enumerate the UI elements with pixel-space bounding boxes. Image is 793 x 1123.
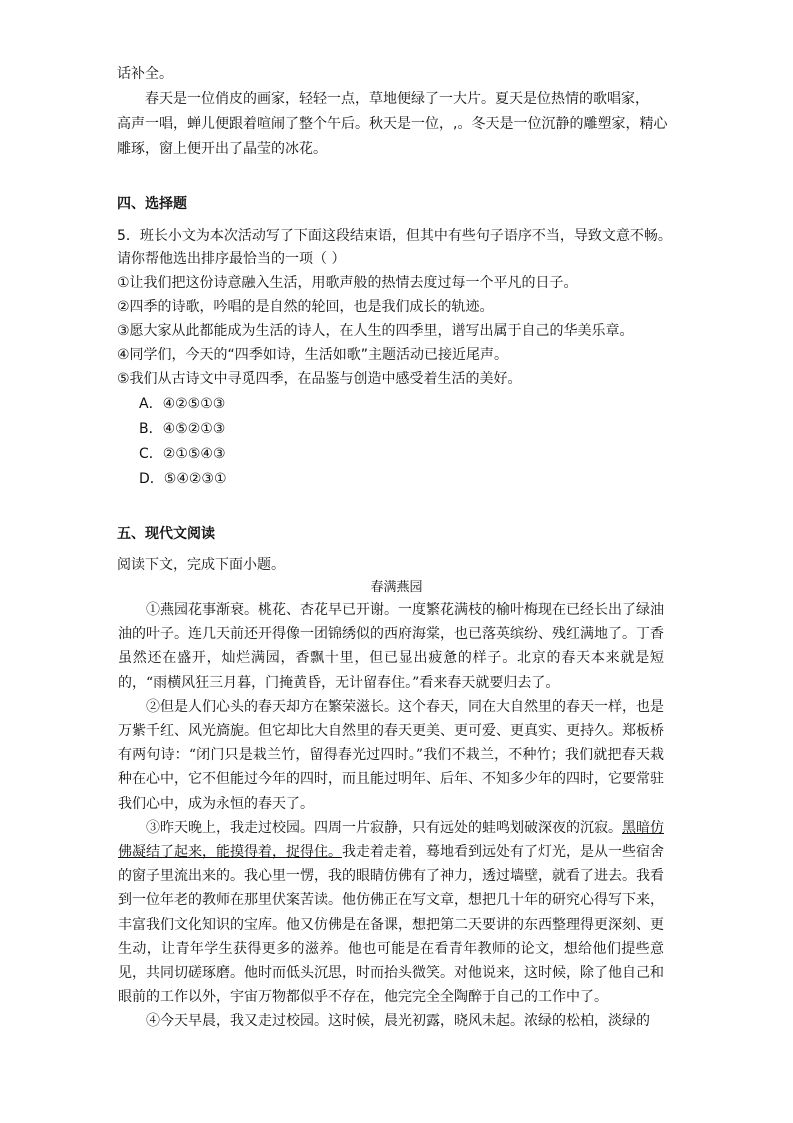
section-heading-choice: 四、选择题	[117, 196, 187, 212]
answer-option-c: C．②①⑤④③	[139, 446, 226, 462]
seasons-paragraph-line: 雕琢，窗上便开出了晶莹的冰花。	[117, 141, 327, 157]
sentence-item: ③愿大家从此都能成为生活的诗人，在人生的四季里，谱写出属于自己的华美乐章。	[117, 323, 634, 339]
seasons-paragraph-line: 春天是一位俏皮的画家，轻轻一点，草地便绿了一大片。夏天是位热情的歌唱家，	[145, 91, 649, 107]
answer-option-d: D．⑤④②③①	[139, 471, 227, 487]
paragraph-3-text-a: ③昨天晚上，我走过校园。四周一片寂静，只有远处的蛙鸣划破深夜的沉寂。	[146, 819, 622, 836]
sentence-item: ④同学们，今天的“四季如诗，生活如歌”主题活动已接近尾声。	[117, 347, 509, 363]
article-paragraph-3	[118, 816, 664, 1010]
sentence-item: ①让我们把这份诗意融入生活，用歌声般的热情去度过每一个平凡的日子。	[117, 275, 578, 291]
article-body	[118, 598, 664, 1034]
sentence-item: ②四季的诗歌，吟唱的是自然的轮回，也是我们成长的轨迹。	[117, 299, 494, 315]
question-stem-line: 5．班长小文为本次活动写了下面这段结束语，但其中有些句子语序不当，导致文意不畅。	[117, 228, 672, 244]
question-stem-line: 请你帮他选出排序最恰当的一项（ ）	[117, 251, 346, 267]
article-title: 春满燕园	[370, 580, 423, 595]
article-paragraph-4: ④今天早晨，我又走过校园。这时候，晨光初露，晓风未起。浓绿的松柏，淡绿的	[146, 1013, 650, 1030]
answer-option-b: B．④⑤②①③	[139, 421, 226, 437]
underlined-sentence: 黑暗仿佛凝结了起来，能摸得着，捉得住。	[118, 819, 664, 861]
article-paragraph-1: ①燕园花事渐衰。桃花、杏花早已开谢。一度繁花满枝的榆叶梅现在已经长出了绿油油的叶子。连几天前还开得像一团锦绣似的西府海棠，也已落英缤纷、残红满地了。丁香虽然还在盛开，灿烂满园，香飘十里，但已显出疲惫的样子。北京的春天本来就是短的，“雨横风狂三月暮，门掩黄昏，无计留春住。”看来春天就要归去了。	[118, 602, 664, 691]
fill-in-tail-text: 话补全。	[117, 66, 173, 82]
paragraph-3-text-b: 我走着走着，蓦地看到远处有了灯光，是从一些宿舍的窗子里流出来的。我心里一愣，我的眼睛仿佛有了神力，透过墙壁，就看了进去。我看到一位年老的教师在那里伏案苦读。他仿佛正在写文章，想把几十年的研究心得写下来，丰富我们文化知识的宝库。他又仿佛是在备课，想把第二天要讲的东西整理得更深刻、更生动，让青年学生获得更多的滋养。他也可能是在看青年教师的论文，想给他们提些意见，共同切磋琢磨。他时而低头沉思，时而抬头微笑。对他说来，这时候，除了他自己和眼前的工作以外，宇宙万物都似乎不存在，他完完全全陶醉于自己的工作中了。	[118, 844, 664, 1006]
reading-instruction: 阅读下文，完成下面小题。	[117, 557, 285, 573]
article-paragraph-2: ②但是人们心头的春天却方在繁荣滋长。这个春天，同在大自然里的春天一样，也是万紫千红、风光旖旎。但它却比大自然里的春天更美、更可爱、更真实、更持久。郑板桥有两句诗：“闭门只是栽兰竹，留得春光过四时。”我们不栽兰，不种竹；我们就把春天栽种在心中，它不但能过今年的四时，而且能过明年、后年、不知多少年的四时，它要常驻我们心中，成为永恒的春天了。	[118, 698, 664, 812]
seasons-paragraph-line: 高声一唱，蝉儿便跟着喧闹了整个午后。秋天是一位，,。冬天是一位沉静的雕塑家，精心	[117, 116, 668, 132]
section-heading-reading: 五、现代文阅读	[117, 526, 215, 542]
sentence-item: ⑤我们从古诗文中寻觅四季，在品鉴与创造中感受着生活的美好。	[117, 371, 522, 387]
answer-option-a: A．④②⑤①③	[139, 396, 226, 412]
